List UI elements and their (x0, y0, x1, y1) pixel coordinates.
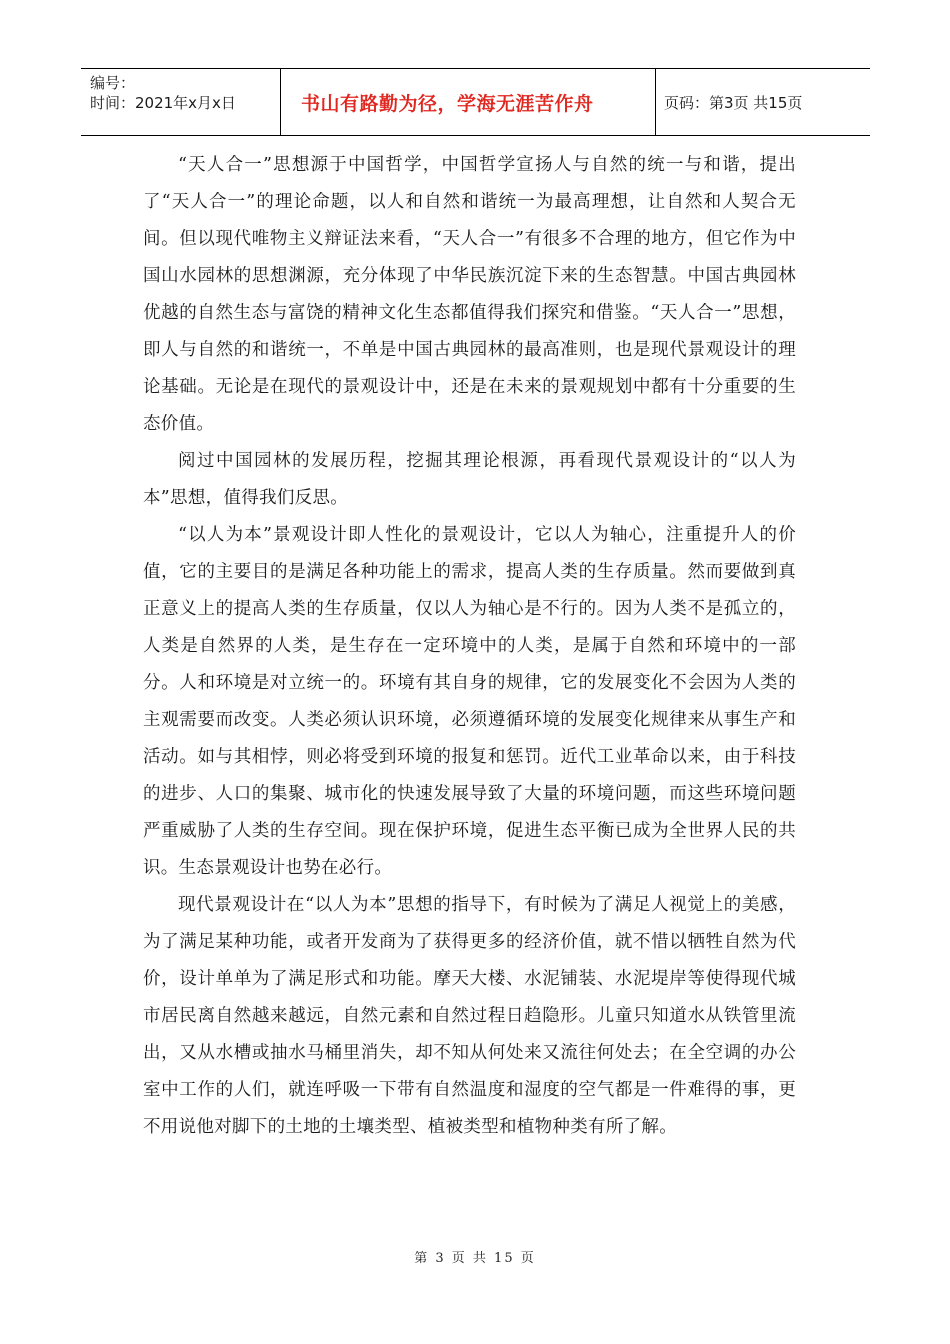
paragraph: 现代景观设计在“以人为本”思想的指导下，有时候为了满足人视觉上的美感，为了满足某种功能，或者开发商为了获得更多的经济价值，就不惜以牺牲自然为代价，设计单单为了满足形式和功能。摩天大楼、水泥铺装、水泥堤岸等使得现代城市居民离自然越来越远，自然元素和自然过程日趋隐形。儿童只知道水从铁管里流出，又从水槽或抽水马桶里消失，却不知从何处来又流往何处去；在全空调的办公室中工作的人们，就连呼吸一下带有自然温度和湿度的空气都是一件难得的事，更不用说他对脚下的土地的土壤类型、植被类型和植物种类有所了解。 (143, 895, 796, 1137)
header-meta-cell (81, 69, 281, 135)
document-time-label: 时间：2021年x月x日 (90, 94, 236, 112)
page-footer (0, 1247, 950, 1266)
paragraph: “天人合一”思想源于中国哲学，中国哲学宣扬人与自然的统一与和谐，提出了“天人合一”的理论命题，以人和自然和谐统一为最高理想，让自然和人契合无间。但以现代唯物主义辩证法来看，“天人合一”有很多不合理的地方，但它作为中国山水园林的思想渊源，充分体现了中华民族沉淀下来的生态智慧。中国古典园林优越的自然生态与富饶的精神文化生态都值得我们探究和借鉴。“天人合一”思想，即人与自然的和谐统一，不单是中国古典园林的最高准则，也是现代景观设计的理论基础。无论是在现代的景观设计中，还是在未来的景观规划中都有十分重要的生态价值。 (143, 155, 796, 434)
header-motto-cell (281, 69, 656, 135)
paragraph: 阅过中国园林的发展历程，挖掘其理论根源，再看现代景观设计的“以人为本”思想，值得我们反思。 (143, 451, 796, 508)
document-number-label: 编号： (90, 74, 136, 92)
footer-page-number: 第 3 页 共 15 页 (414, 1251, 536, 1266)
header-page-info: 页码：第3页 共15页 (664, 93, 803, 112)
document-body (143, 147, 796, 1146)
paragraph: “以人为本”景观设计即人性化的景观设计，它以人为轴心，注重提升人的价值，它的主要目的是满足各种功能上的需求，提高人类的生存质量。然而要做到真正意义上的提高人类的生存质量，仅以人为轴心是不行的。因为人类不是孤立的，人类是自然界的人类，是生存在一定环境中的人类，是属于自然和环境中的一部分。人和环境是对立统一的。环境有其自身的规律，它的发展变化不会因为人类的主观需要而改变。人类必须认识环境，必须遵循环境的发展变化规律来从事生产和活动。如与其相悖，则必将受到环境的报复和惩罚。近代工业革命以来，由于科技的进步、人口的集聚、城市化的快速发展导致了大量的环境问题，而这些环境问题严重威胁了人类的生存空间。现在保护环境，促进生态平衡已成为全世界人民的共识。生态景观设计也势在必行。 (143, 525, 796, 878)
header-page-cell (656, 69, 870, 135)
motto-text: 书山有路勤为径，学海无涯苦作舟 (301, 92, 594, 115)
page-header (81, 68, 870, 136)
